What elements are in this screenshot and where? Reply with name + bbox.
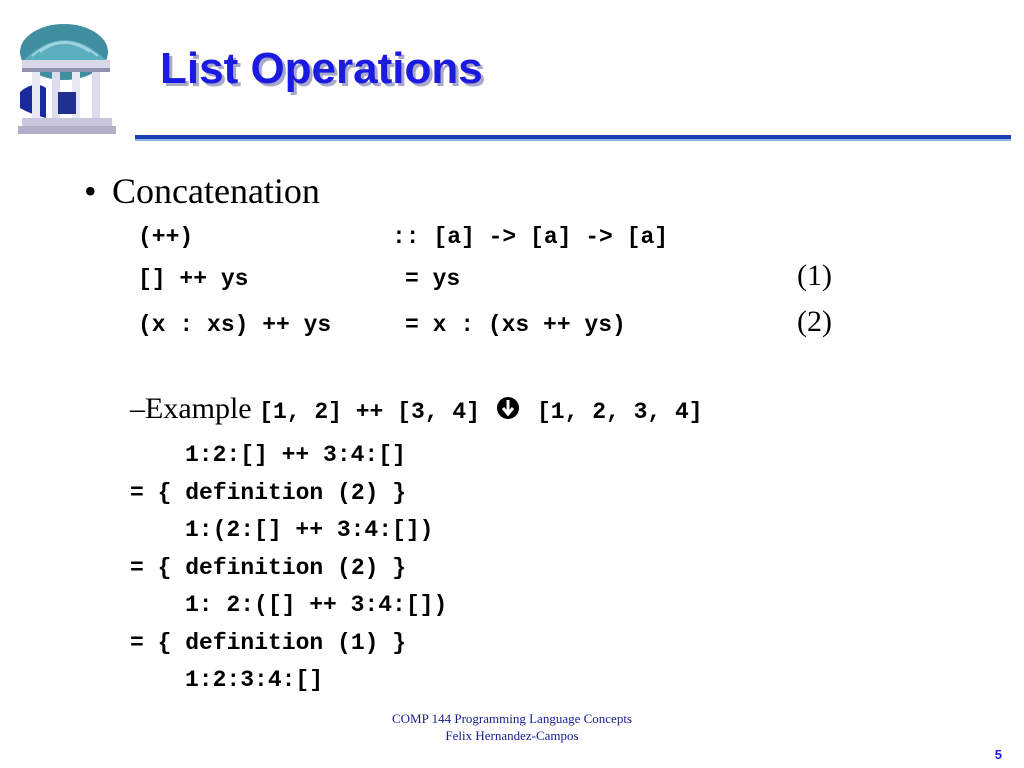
footer-author: Felix Hernandez-Campos	[445, 728, 579, 743]
step-3: 1:(2:[] ++ 3:4:[])	[185, 517, 434, 543]
slide-footer	[300, 710, 724, 744]
equation-tag-2: (2)	[797, 305, 832, 338]
code-line-1-rhs: :: [a] -> [a] -> [a]	[392, 224, 669, 250]
example-label: Example	[145, 392, 252, 425]
footer-course: COMP 144 Programming Language Concepts	[392, 711, 632, 726]
title-underline-shadow	[135, 139, 1011, 141]
code-line-1-lhs: (++)	[138, 224, 194, 250]
example-line	[130, 392, 703, 426]
bullet-dot-icon: •	[84, 171, 97, 211]
step-6: = { definition (1) }	[130, 630, 407, 656]
old-well-logo	[18, 22, 130, 140]
step-5: 1: 2:([] ++ 3:4:[])	[185, 592, 448, 618]
step-7: 1:2:3:4:[]	[185, 667, 324, 693]
bullet-concatenation	[84, 170, 320, 212]
example-result: [1, 2, 3, 4]	[536, 399, 703, 425]
example-expression: [1, 2] ++ [3, 4]	[259, 399, 480, 425]
step-1: 1:2:[] ++ 3:4:[]	[185, 442, 406, 468]
example-dash: –	[130, 392, 145, 425]
step-2: = { definition (2) }	[130, 480, 407, 506]
evaluates-to-icon	[495, 396, 521, 420]
code-line-3-lhs: (x : xs) ++ ys	[138, 312, 332, 338]
code-line-2-rhs: = ys	[405, 266, 461, 292]
equation-tag-1: (1)	[797, 259, 832, 292]
code-line-3-rhs: = x : (xs ++ ys)	[405, 312, 626, 338]
bullet-text: Concatenation	[112, 171, 320, 211]
step-4: = { definition (2) }	[130, 555, 407, 581]
code-line-2-lhs: [] ++ ys	[138, 266, 249, 292]
slide-title: List Operations	[160, 44, 483, 93]
page-number: 5	[994, 747, 1002, 762]
